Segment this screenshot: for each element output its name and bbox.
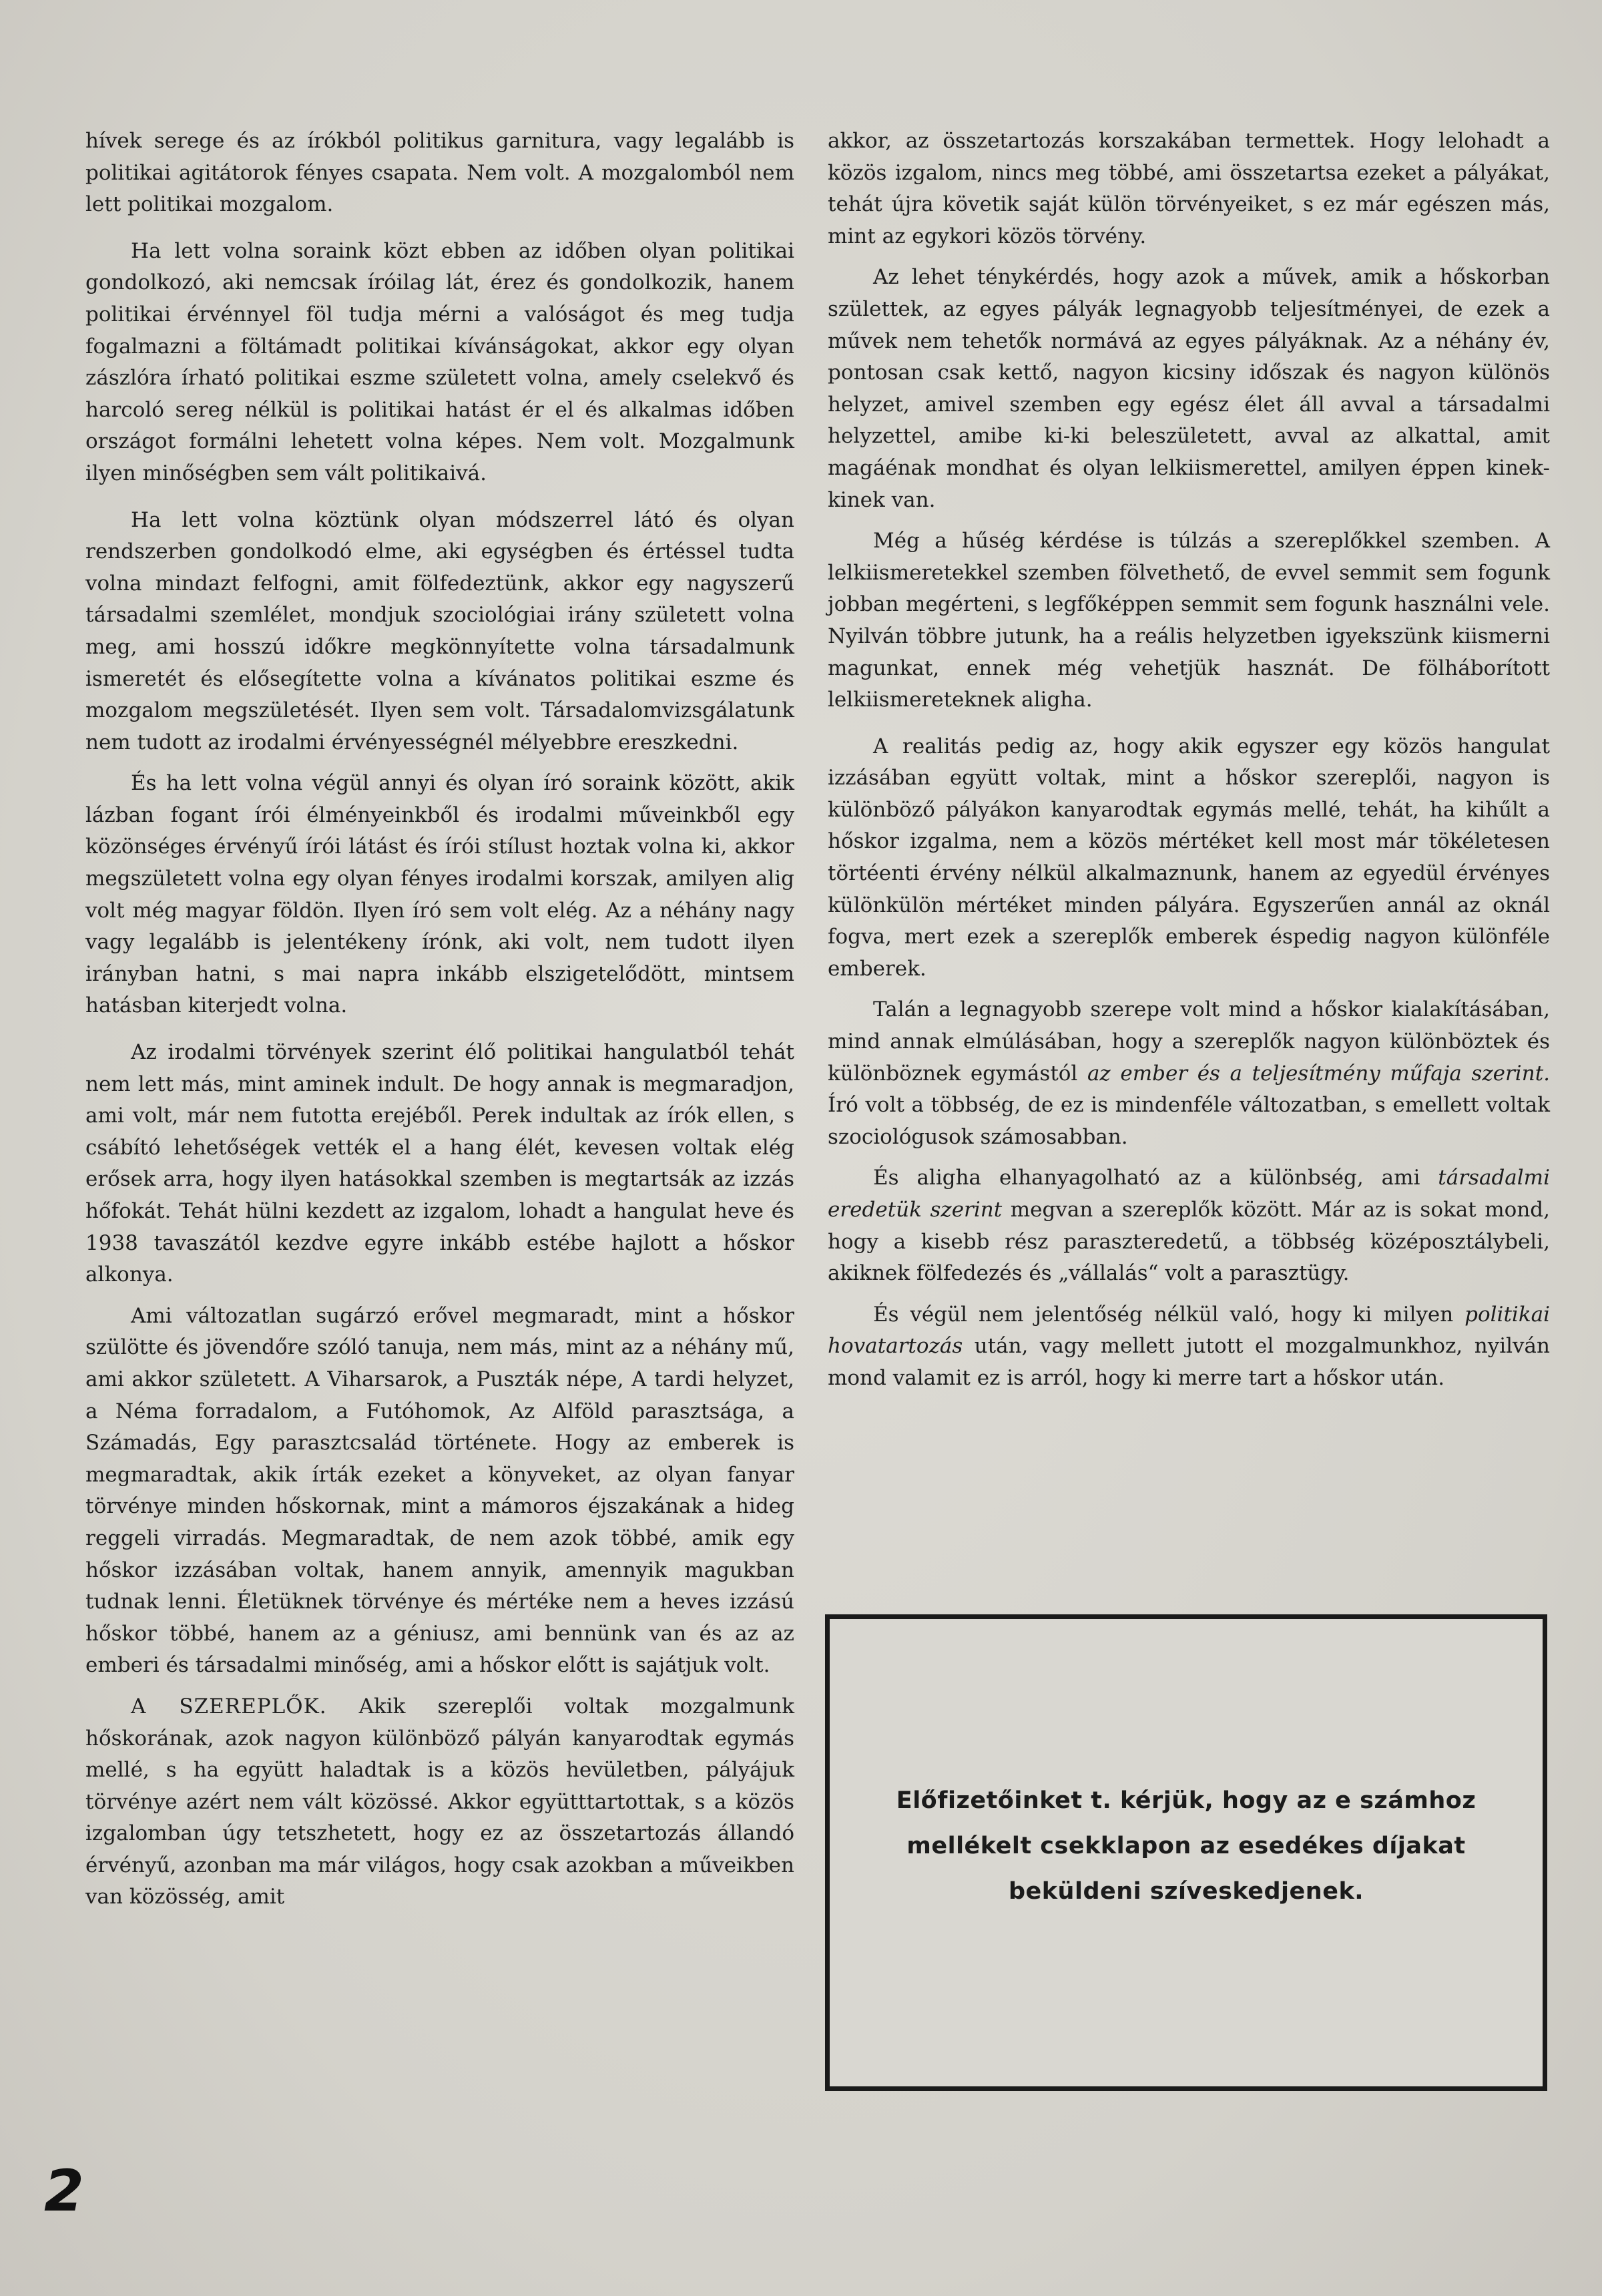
paragraph: [828, 994, 1550, 1153]
paragraph-text: Író volt a többség, de ez is mindenféle változatban, s emellett voltak szociológusok számosabban.: [828, 1093, 1550, 1149]
paragraph: Az lehet ténykérdés, hogy azok a művek, amik a hőskorban születtek, az egyes pályák legnagyobb teljesítményei, de ezek a művek nem tehetők normává az egyes pályáknak. Az a néhány év, pontosan csak kettő, nagyon kicsiny időszak és nagyon különös helyzet, amivel szemben egy egész élet áll avval a társadalmi helyzettel, amibe ki-ki beleszületett, avval az alkattal, amit magáénak mondhat és olyan lelkiismerettel, amilyen éppen kinek-kinek van.: [828, 265, 1550, 512]
paragraph: [828, 1162, 1550, 1289]
paragraph-text: Akik szereplői voltak mozgalmunk hőskorának, azok nagyon különböző pályán kanyarodtak egymás mellé, s ha együtt haladtak is a közös hevületben, pályájuk törvénye azért nem vált közössé. Akkor együtttartottak, s a közös izgalomban úgy tetszhetett, hogy ez az összetartozás állandó érvényű, azonban ma már világos, hogy csak azokban a műveikben van közösség, amit: [85, 1694, 794, 1909]
paragraph: Ha lett volna soraink közt ebben az időben olyan politikai gondolkozó, aki nemcsak íróilag lát, érez és gondolkozik, hanem politikai érvénnyel föl tudja mérni a valóságot és meg tudja fogalmazni a föltámadt politikai kívánságokat, akkor egy olyan zászlóra írható politikai eszme született volna, amely cselekvő és harcoló sereg nélkül is politikai hatást ér el és alkalmas időben országot formálni lehetett volna képes. Nem volt. Mozgalmunk ilyen minőségben sem vált politikaivá.: [85, 238, 794, 485]
paragraph-text: És aligha elhanyagolható az a különbség, ami: [873, 1166, 1438, 1190]
paragraph: Ami változatlan sugárzó erővel megmaradt, mint a hőskor szülötte és jövendőre szóló tanuja, nem más, mint az a néhány mű, ami akkor született. A Viharsarok, a Puszták népe, A tardi helyzet, a Néma forradalom, a Futóhomok, Az Alföld parasztsága, a Számadás, Egy parasztcsalád története. Hogy az emberek is megmaradtak, akik írták ezeket a könyveket, az olyan fanyar törvénye minden hőskornak, mint a mámoros éjszakának a hideg reggeli virradás. Megmaradtak, de nem azok többé, amik egy hőskor izzásában voltak, hanem annyik, amennyik magukban tudnak lenni. Életüknek törvénye és mértéke nem a heves izzású hőskor többé, hanem az a géniusz, ami bennünk van és az az emberi és társadalmi minőség, ami a hőskor előtt is sajátjuk volt.: [85, 1303, 794, 1678]
emphasis: politikai hovatartozás: [828, 1302, 1550, 1359]
section-lead: A SZEREPLŐK.: [131, 1694, 327, 1718]
paragraph: [85, 1691, 794, 1913]
emphasis: az ember és a teljesítmény műfaja szerint.: [1087, 1061, 1551, 1086]
paragraph: A realitás pedig az, hogy akik egyszer egy közös hangulat izzásában együtt voltak, mint a hőskor szereplői, nagyon is különböző pályákon kanyarodtak egymás mellé, tehát, ha kihűlt a hőskor izgalma, nem a közös mértéket kell most már tökéletesen törtéenti érvény nélkül alkalmaznunk, hanem az egyedül érvényes különkülön mértéket minden pályára. Egyszerűen annál az oknál fogva, mert ezek a szereplők emberek éspedig nagyon különféle emberek.: [828, 734, 1550, 981]
subscriber-notice-text: Előfizetőinket t. kérjük, hogy az e számhoz mellékelt csekklapon az esedékes díjakat beküldeni szíveskedjenek.: [896, 1787, 1477, 1905]
subscriber-notice-box: [825, 1614, 1547, 2091]
paragraph: Az irodalmi törvények szerint élő politikai hangulatból tehát nem lett más, mint aminek indult. De hogy annak is megmaradjon, ami volt, már nem futotta erejéből. Perek indultak az írók ellen, s csábító lehetőségek vették el a hang élét, kevesen voltak elég erősek arra, hogy ilyen hatásokkal szemben is megtartsák az izzás hőfokát. Tehát hülni kezdett az izgalom, lohadt a hangulat heve és 1938 tavaszától kezdve egyre inkább estébe hajlott a hőskor alkonya.: [85, 1040, 794, 1287]
paragraph: Még a hűség kérdése is túlzás a szereplőkkel szemben. A lelkiismeretekkel szemben fölvethető, de evvel semmit sem fogunk jobban megérteni, s legfőképpen semmit sem fogunk használni vele. Nyilván többre jutunk, ha a reális helyzetben igyekszünk kiismerni magunkat, ennek még vehetjük hasznát. De fölháborított lelkiismereteknek aligha.: [828, 529, 1550, 712]
paragraph: És ha lett volna végül annyi és olyan író soraink között, akik lázban fogant írói élményeinkből és irodalmi műveinkből egy közönséges érvényű írói látást és írói stílust hoztak volna ki, akkor megszületett volna egy olyan fényes irodalmi korszak, amilyen alig volt még magyar földön. Ilyen író sem volt elég. Az a néhány nagy vagy legalább is jelentékeny írónk, aki volt, nem tudott ilyen irányban hatni, s mai napra inkább elszigetelődött, mintsem hatásban kiterjedt volna.: [85, 771, 794, 1018]
paragraph-text: És végül nem jelentőség nélkül való, hogy ki milyen: [873, 1302, 1465, 1327]
left-column: [85, 126, 794, 1923]
paragraph: [828, 1299, 1550, 1395]
paragraph-text: Talán a legnagyobb szerepe volt mind a hőskor kialakításában, mind annak elmúlásában, hogy a szereplők nagyon különböztek és különböznek egymástól: [828, 997, 1550, 1086]
paragraph: Ha lett volna köztünk olyan módszerrel látó és olyan rendszerben gondolkodó elme, aki egységben és értéssel tudta volna mindazt felfogni, amit fölfedeztünk, akkor egy nagyszerű társadalmi szemlélet, mondjuk szociológiai irány született volna meg, ami hosszú időkre megkönnyítette volna társadalmunk ismeretét és elősegítette volna a kívánatos politikai eszme és mozgalom megszületését. Ilyen sem volt. Társadalomvizsgálatunk nem tudott az irodalmi érvényességnél mélyebbre ereszkedni.: [85, 507, 794, 754]
paragraph: hívek serege és az írókból politikus garnitura, vagy legalább is politikai agitátorok fényes csapata. Nem volt. A mozgalomból nem lett politikai mozgalom.: [85, 129, 794, 217]
emphasis: társadalmi eredetük szerint: [828, 1166, 1550, 1222]
paragraph-text: után, vagy mellett jutott el mozgalmunkhoz, nyilván mond valamit ez is arról, hogy ki merre tart a hőskor után.: [828, 1334, 1550, 1390]
right-column: [828, 126, 1550, 1404]
paragraph: akkor, az összetartozás korszakában termettek. Hogy lelohadt a közös izgalom, nincs meg többé, ami összetartsa ezeket a pályákat, tehát újra követik saját külön törvényeiket, s ez már egészen más, mint az egykori közös törvény.: [828, 129, 1550, 248]
page-number: 2: [44, 2158, 84, 2225]
paragraph-text: megvan a szereplők között. Már az is sokat mond, hogy a kisebb rész paraszteredetű, a többség középosztálybeli, akiknek fölfedezés és „vállalás“ volt a parasztügy.: [828, 1198, 1550, 1286]
